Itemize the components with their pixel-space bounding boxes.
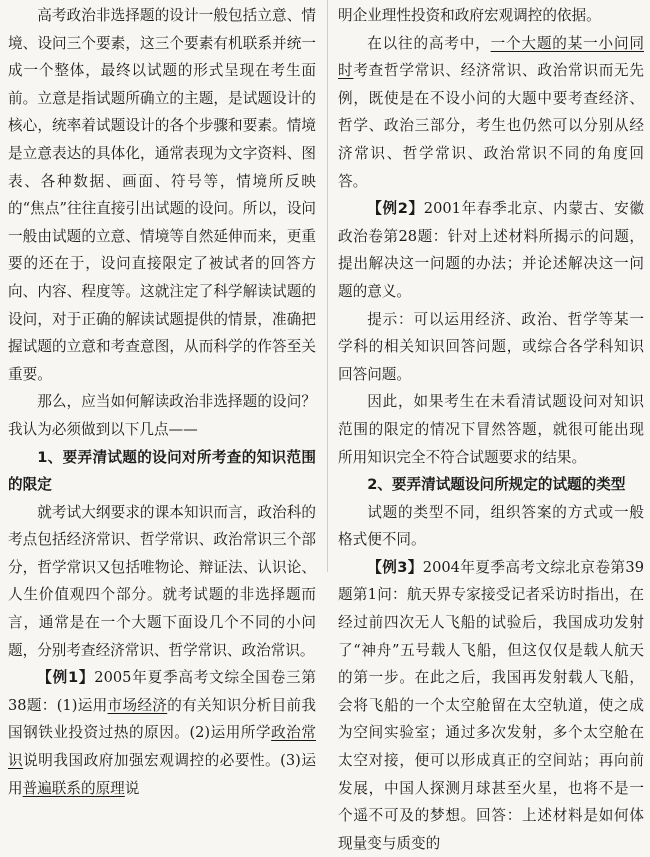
example-1-paragraph xyxy=(8,664,316,802)
example-3-tag: 【例3】 xyxy=(367,558,423,576)
precedent-paragraph xyxy=(338,30,644,196)
example-3-text-b: 回答：上述材料是如何体现量变与质变的 xyxy=(338,807,644,852)
section-heading-2: 2、要弄清试题设问所规定的试题的类型 xyxy=(367,476,626,494)
example-3-text-a: 2004年夏季高考文综北京卷第39题第1问：航天界专家接受记者采访时指出，在经过前四次无人飞船的试验后，我国成功发射了“神舟”五号载人飞船，但这仅仅是载人航天的第一步。在此之后，我国再发射载人飞船，会将飞船的一个太空舱留在太空轨道，使之成为空间实验室；通过多次发射，多个太空舱在太空对接，便可以形成真正的空间站；再向前发展，中国人探测月球甚至火星，也将不是一个遥不可及的梦想。 xyxy=(338,558,644,825)
syllabus-paragraph: 就考试大纲要求的课本知识而言，政治科的考点包括经济常识、哲学常识、政治常识三个部分，哲学常识又包括唯物论、辩证法、认识论、人生价值观四个部分。就考试题的非选择题而言，通常是在一个大题下面设几个不同的小问题，分别考查经济常识、哲学常识、政治常识。 xyxy=(8,503,316,659)
precedent-text-b: 考查哲学常识、经济常识、政治常识而无先例，既使是在不设小问的大题中要考查经济、哲学、政治三部分，考生也仍然可以分别从经济常识、哲学常识、政治常识不同的角度回答。 xyxy=(338,62,644,190)
example-3-paragraph xyxy=(338,554,644,857)
precedent-text-a: 在以往的高考中， xyxy=(367,34,491,52)
example-2-tag: 【例2】 xyxy=(367,200,424,218)
column-divider xyxy=(327,0,328,572)
section-heading-1: 1、要弄清试题的设问对所考查的知识范围的限定 xyxy=(8,448,316,494)
hint-paragraph: 提示：可以运用经济、政治、哲学等某一学科的相关知识回答问题，或综合各学科知识回答问题。 xyxy=(338,310,644,383)
example-1-text-c: 说明我国政府加强宏观调控的必要性。(3)运用 xyxy=(8,752,316,797)
right-column xyxy=(338,0,644,852)
conclusion-paragraph: 因此，如果考生在未看清试题设问对知识范围的限定的情况下冒然答题，就很可能出现所用知识完全不符合试题要求的结果。 xyxy=(338,393,644,466)
question-paragraph: 那么，应当如何解读政治非选择题的设问？我认为必须做到以下几点—— xyxy=(8,393,316,438)
example-1-underline-2: 政治常识 xyxy=(8,724,316,770)
left-column xyxy=(8,0,316,797)
example-1-text-a: 2005年夏季高考文综全国卷三第38题：(1)运用 xyxy=(8,669,316,714)
example-1-tag: 【例1】 xyxy=(37,669,95,687)
example-1-text-b: 的有关知识分析目前我国钢铁业投资过热的原因。(2)运用所学 xyxy=(8,696,316,742)
example-1-text-d: 说 xyxy=(124,779,140,797)
continued-paragraph: 明企业理性投资和政府宏观调控的依据。 xyxy=(338,7,601,24)
example-1-underline-3: 普遍联系的原理 xyxy=(22,779,125,797)
example-2-paragraph xyxy=(338,195,644,305)
example-1-underline-1: 市场经济 xyxy=(107,696,168,714)
question-type-paragraph: 试题的类型不同，组织答案的方式或一般格式便不同。 xyxy=(338,503,644,549)
example-2-text: 2001年春季北京、内蒙古、安徽政治卷第28题：针对上述材料所揭示的问题，提出解决这一问题的办法；并论述解决这一问题的意义。 xyxy=(338,200,644,300)
intro-paragraph: 高考政治非选择题的设计一般包括立意、情境、设问三个要素，这三个要素有机联系并统一成一个整体，最终以试题的形式呈现在考生面前。立意是指试题所确立的主题，是试题设计的核心，统率着试题设计的各个步骤和要素。情境是立意表达的具体化，通常表现为文字资料、图表、各种数据、画面、符号等，情境所反映的“焦点”往往直接引出试题的设问。所以，设问一般由试题的立意、情境等自然延伸而来，更重要的还在于，设问直接限定了被试者的回答方向、内容、程度等。这就注定了科学解读试题的设问，对于正确的解读试题提供的情景，准确把握试题的立意和考查意图，从而科学的作答至关重要。 xyxy=(8,7,316,383)
precedent-underline: 一个大题的某一小问同时 xyxy=(338,34,644,80)
